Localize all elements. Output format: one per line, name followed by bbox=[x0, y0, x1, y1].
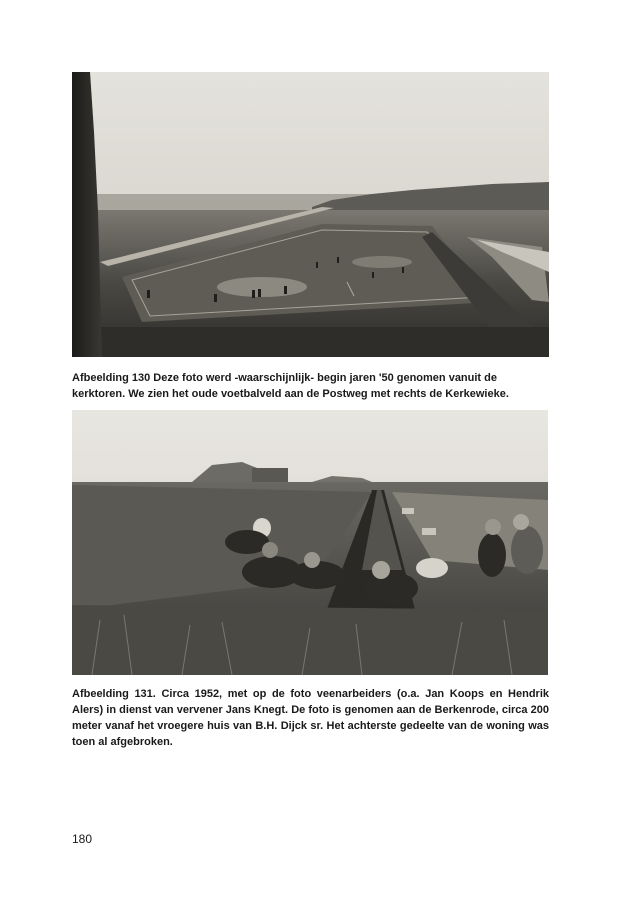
photo-football-field-image bbox=[72, 72, 549, 357]
figure-131-caption: Afbeelding 131. Circa 1952, met op de foto veenarbeiders (o.a. Jan Koops en Hendrik Alers) in dienst van vervener Jans Knegt. De foto is genomen aan de Berkenrode, circa 200 meter vanaf het vroegere huis van B.H. Dijck sr. Het achterste gedeelte van de woning was toen al afgebroken. bbox=[72, 688, 549, 748]
photo-peat-workers-image bbox=[72, 410, 548, 675]
figure-130-caption: Afbeelding 130 Deze foto werd -waarschijnlijk- begin jaren '50 genomen vanuit de kerktoren. We zien het oude voetbalveld aan de Postweg met rechts de Kerkewieke. bbox=[72, 372, 509, 400]
photo-peat-workers bbox=[72, 410, 548, 675]
page-number: 180 bbox=[72, 832, 93, 846]
photo-football-field bbox=[72, 72, 549, 357]
